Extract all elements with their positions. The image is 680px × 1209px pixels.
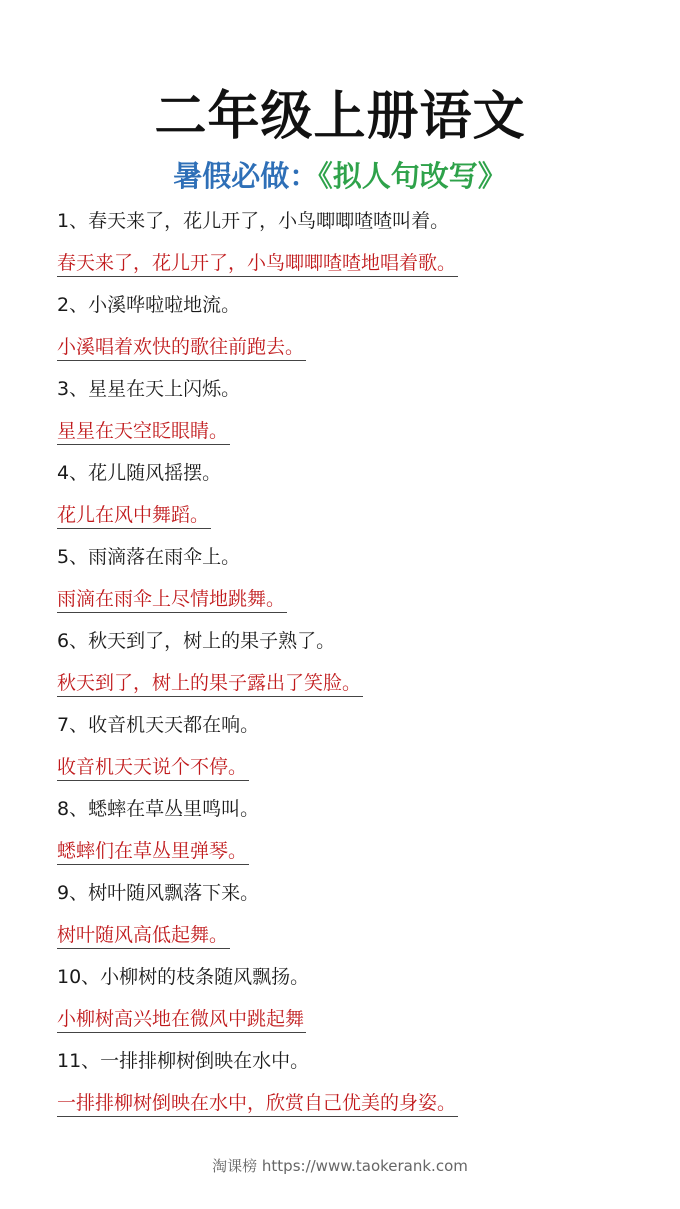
answer-line	[57, 1000, 657, 1042]
answer-text: 蟋蟀们在草丛里弹琴。	[57, 838, 249, 865]
question-text: 11、一排排柳树倒映在水中。	[57, 1050, 310, 1072]
answer-line	[57, 244, 657, 286]
answer-line	[57, 832, 657, 874]
answer-text: 秋天到了，树上的果子露出了笑脸。	[57, 670, 363, 697]
answer-text: 小柳树高兴地在微风中跳起舞	[57, 1006, 306, 1033]
exercise-item-3	[57, 370, 657, 454]
answer-line	[57, 916, 657, 958]
page-subtitle	[0, 156, 680, 196]
answer-text: 春天来了，花儿开了，小鸟唧唧喳喳地唱着歌。	[57, 250, 458, 277]
question-text: 7、收音机天天都在响。	[57, 714, 260, 736]
answer-text: 花儿在风中舞蹈。	[57, 502, 211, 529]
answer-text: 雨滴在雨伞上尽情地跳舞。	[57, 586, 287, 613]
exercise-item-9	[57, 874, 657, 958]
answer-text: 一排排柳树倒映在水中，欣赏自己优美的身姿。	[57, 1090, 458, 1117]
page-title: 二年级上册语文	[154, 87, 526, 147]
answer-line	[57, 412, 657, 454]
question-text: 2、小溪哗啦啦地流。	[57, 294, 241, 316]
exercise-item-4	[57, 454, 657, 538]
answer-text: 树叶随风高低起舞。	[57, 922, 230, 949]
footer-watermark: 淘课榜 https://www.taokerank.com	[212, 1157, 468, 1175]
exercise-item-10	[57, 958, 657, 1042]
question-text: 8、蟋蟀在草丛里鸣叫。	[57, 798, 260, 820]
answer-line	[57, 1084, 657, 1126]
answer-line	[57, 580, 657, 622]
answer-line	[57, 328, 657, 370]
question-text: 3、星星在天上闪烁。	[57, 378, 241, 400]
question-text: 1、春天来了，花儿开了，小鸟唧唧喳喳叫着。	[57, 210, 450, 232]
subtitle-label: 暑假必做：	[173, 159, 319, 193]
answer-line	[57, 496, 657, 538]
answer-text: 小溪唱着欢快的歌往前跑去。	[57, 334, 306, 361]
exercise-item-5	[57, 538, 657, 622]
answer-text: 星星在天空眨眼睛。	[57, 418, 230, 445]
exercise-item-7	[57, 706, 657, 790]
answer-text: 收音机天天说个不停。	[57, 754, 249, 781]
question-text: 10、小柳树的枝条随风飘扬。	[57, 966, 310, 988]
exercise-list	[57, 202, 657, 1126]
question-text: 6、秋天到了，树上的果子熟了。	[57, 630, 336, 652]
subtitle-topic: 《拟人句改写》	[318, 159, 507, 193]
exercise-item-8	[57, 790, 657, 874]
question-text: 9、树叶随风飘落下来。	[57, 882, 260, 904]
exercise-item-6	[57, 622, 657, 706]
exercise-item-11	[57, 1042, 657, 1126]
question-text: 4、花儿随风摇摆。	[57, 462, 222, 484]
exercise-item-2	[57, 286, 657, 370]
question-text: 5、雨滴落在雨伞上。	[57, 546, 241, 568]
exercise-item-1	[57, 202, 657, 286]
answer-line	[57, 748, 657, 790]
answer-line	[57, 664, 657, 706]
